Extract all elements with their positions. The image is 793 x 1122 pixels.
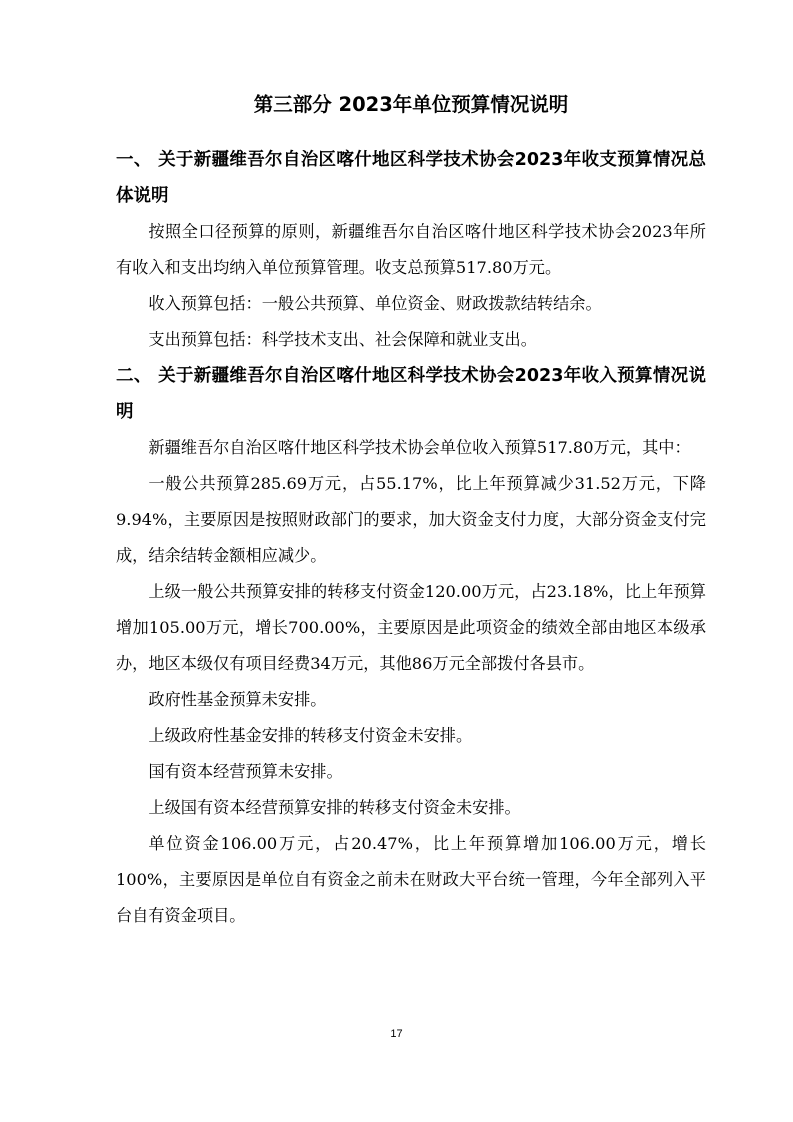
page-number: 17 (390, 1028, 403, 1040)
paragraph: 上级一般公共预算安排的转移支付资金120.00万元，占23.18%，比上年预算增加105.00万元，增长700.00%，主要原因是此项资金的绩效全部由地区本级承办，地区本级仅有项目经费34万元，其他86万元全部拨付各县市。 (116, 582, 706, 673)
section-heading: 一、 关于新疆维吾尔自治区喀什地区科学技术协会2023年收支预算情况总体说明 (116, 150, 706, 206)
paragraph: 国有资本经营预算未安排。 (148, 762, 343, 781)
paragraph: 按照全口径预算的原则，新疆维吾尔自治区喀什地区科学技术协会2023年所有收入和支出均纳入单位预算管理。收支总预算517.80万元。 (116, 222, 706, 277)
paragraph: 新疆维吾尔自治区喀什地区科学技术协会单位收入预算517.80万元，其中： (148, 438, 691, 457)
section-heading: 二、 关于新疆维吾尔自治区喀什地区科学技术协会2023年收入预算情况说明 (116, 366, 706, 422)
section-1 (116, 142, 706, 358)
paragraph: 上级政府性基金安排的转移支付资金未安排。 (148, 726, 473, 745)
paragraph: 支出预算包括：科学技术支出、社会保障和就业支出。 (148, 330, 537, 349)
document-body (116, 90, 706, 934)
page-title: 第三部分 2023年单位预算情况说明 (253, 93, 569, 116)
paragraph: 单位资金106.00万元，占20.47%，比上年预算增加106.00万元，增长100%，主要原因是单位自有资金之前未在财政大平台统一管理，今年全部列入平台自有资金项目。 (116, 834, 706, 925)
section-2 (116, 358, 706, 934)
paragraph: 政府性基金预算未安排。 (148, 690, 327, 709)
paragraph: 一般公共预算285.69万元，占55.17%，比上年预算减少31.52万元，下降9.94%，主要原因是按照财政部门的要求，加大资金支付力度，大部分资金支付完成，结余结转金额相应减少。 (116, 474, 706, 565)
paragraph: 上级国有资本经营预算安排的转移支付资金未安排。 (148, 798, 521, 817)
paragraph: 收入预算包括：一般公共预算、单位资金、财政拨款结转结余。 (148, 294, 602, 313)
